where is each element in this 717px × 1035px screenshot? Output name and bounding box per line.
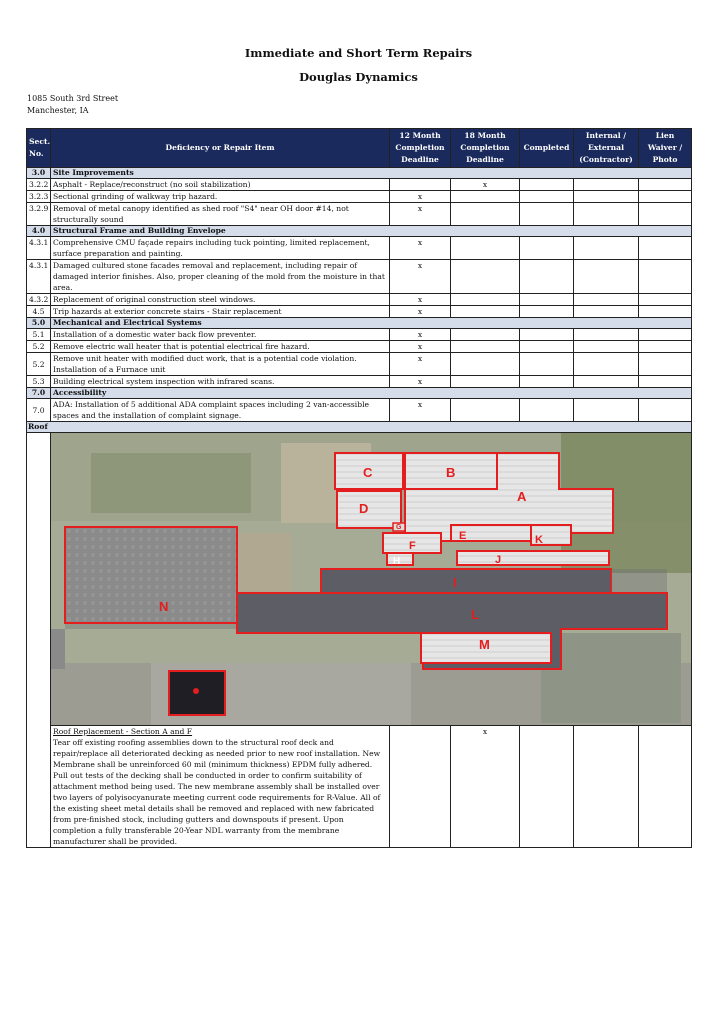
label-i: I bbox=[453, 575, 457, 590]
row-text: Replacement of original construction steel windows. bbox=[51, 294, 390, 306]
roof-18-month: x bbox=[451, 726, 520, 848]
row-completed bbox=[520, 203, 574, 226]
roof-aerial-photo bbox=[51, 433, 692, 726]
row-internal bbox=[574, 179, 639, 191]
label-c: C bbox=[363, 465, 373, 480]
row-completed bbox=[520, 237, 574, 260]
row-internal bbox=[574, 203, 639, 226]
row-number: 5.2 bbox=[27, 353, 51, 376]
row-lien bbox=[639, 203, 692, 226]
roof-section-i bbox=[321, 569, 611, 595]
row-12-month: x bbox=[390, 191, 451, 203]
row-text: Installation of a domestic water back flow preventer. bbox=[51, 329, 390, 341]
label-g: G bbox=[396, 524, 402, 531]
row-completed bbox=[520, 260, 574, 294]
row-12-month: x bbox=[390, 203, 451, 226]
row-completed bbox=[520, 329, 574, 341]
row-text: Removal of metal canopy identified as shed roof "S4" near OH door #14, not structurally sound bbox=[51, 203, 390, 226]
row-text: Trip hazards at exterior concrete stairs - Stair replacement bbox=[51, 306, 390, 318]
label-j: J bbox=[495, 554, 502, 566]
table-row bbox=[27, 260, 692, 294]
row-number: 3.2.2 bbox=[27, 179, 51, 191]
row-text: Asphalt - Replace/reconstruct (no soil stabilization) bbox=[51, 179, 390, 191]
table-row bbox=[27, 306, 692, 318]
label-n: N bbox=[159, 599, 169, 614]
row-completed bbox=[520, 353, 574, 376]
col-internal-external: Internal / External (Contractor) bbox=[574, 129, 639, 168]
row-18-month bbox=[451, 237, 520, 260]
table-row bbox=[27, 237, 692, 260]
label-e: E bbox=[459, 530, 467, 542]
table-row bbox=[27, 203, 692, 226]
row-internal bbox=[574, 341, 639, 353]
row-12-month bbox=[390, 179, 451, 191]
row-internal bbox=[574, 399, 639, 422]
section-number: 4.0 bbox=[27, 226, 51, 237]
row-12-month: x bbox=[390, 376, 451, 388]
label-d: D bbox=[359, 501, 369, 516]
table-row bbox=[27, 376, 692, 388]
col-sect: Sect. No. bbox=[27, 129, 51, 168]
row-number: 5.1 bbox=[27, 329, 51, 341]
row-18-month bbox=[451, 260, 520, 294]
row-lien bbox=[639, 399, 692, 422]
roof-note-row bbox=[27, 726, 692, 848]
row-18-month bbox=[451, 376, 520, 388]
row-lien bbox=[639, 341, 692, 353]
col-item: Deficiency or Repair Item bbox=[51, 129, 390, 168]
row-internal bbox=[574, 306, 639, 318]
col-lien-waiver: Lien Waiver / Photo bbox=[639, 129, 692, 168]
section-number: 5.0 bbox=[27, 318, 51, 329]
table-row bbox=[27, 191, 692, 203]
row-18-month bbox=[451, 294, 520, 306]
section-number: 7.0 bbox=[27, 388, 51, 399]
row-internal bbox=[574, 260, 639, 294]
row-lien bbox=[639, 353, 692, 376]
row-internal bbox=[574, 237, 639, 260]
row-12-month: x bbox=[390, 353, 451, 376]
roof-note bbox=[51, 726, 390, 848]
row-number: 4.5 bbox=[27, 306, 51, 318]
row-text: Comprehensive CMU façade repairs including tuck pointing, limited replacement, surface preparation and painting. bbox=[51, 237, 390, 260]
section-row bbox=[27, 422, 692, 433]
row-text: Remove unit heater with modified duct work, that is a potential code violation. Installation of a Furnace unit bbox=[51, 353, 390, 376]
roof-note-title: Roof Replacement - Section A and F bbox=[53, 727, 193, 736]
aerial-map bbox=[51, 433, 691, 725]
row-12-month: x bbox=[390, 260, 451, 294]
col-completed: Completed bbox=[520, 129, 574, 168]
row-18-month bbox=[451, 399, 520, 422]
table-row bbox=[27, 294, 692, 306]
row-internal bbox=[574, 329, 639, 341]
col-18-month: 18 Month Completion Deadline bbox=[451, 129, 520, 168]
row-18-month: x bbox=[451, 179, 520, 191]
row-12-month: x bbox=[390, 329, 451, 341]
row-lien bbox=[639, 260, 692, 294]
row-completed bbox=[520, 179, 574, 191]
section-title: Structural Frame and Building Envelope bbox=[51, 226, 692, 237]
row-internal bbox=[574, 376, 639, 388]
section-row bbox=[27, 226, 692, 237]
row-text: Building electrical system inspection with infrared scans. bbox=[51, 376, 390, 388]
roof-note-text: Tear off existing roofing assemblies down to the structural roof deck and repair/replace all deteriorated decking as needed prior to new roof installation. New Membrane shall be unreinforced 60 mil (minimum thickness) EPDM fully adhered. Pull out tests of the decking shall be conducted in order to confirm suitability of attachment method being used. The new membrane assembly shall be installed over two layers of polyisocyanurate meeting current code requirements for R-Value. All of the existing sheet metal details shall be removed and replaced with new fabricated from pre-finished stock, including gutters and downspouts if present. Upon completion a fully transferable 20-Year NDL warranty from the membrane manufacturer shall be provided. bbox=[53, 738, 381, 846]
row-number: 5.3 bbox=[27, 376, 51, 388]
label-f: F bbox=[409, 540, 416, 552]
table-row bbox=[27, 341, 692, 353]
address-line-2: Manchester, IA bbox=[27, 106, 89, 115]
row-12-month: x bbox=[390, 399, 451, 422]
row-number: 3.2.3 bbox=[27, 191, 51, 203]
roof-section-d bbox=[337, 491, 401, 528]
repairs-table bbox=[26, 128, 692, 848]
section-row bbox=[27, 388, 692, 399]
row-lien bbox=[639, 294, 692, 306]
row-12-month: x bbox=[390, 341, 451, 353]
label-h: H bbox=[393, 556, 401, 567]
row-internal bbox=[574, 294, 639, 306]
row-12-month: x bbox=[390, 306, 451, 318]
section-title: Accessibility bbox=[51, 388, 692, 399]
label-k: K bbox=[535, 534, 543, 546]
table-row bbox=[27, 353, 692, 376]
row-completed bbox=[520, 341, 574, 353]
row-text: Damaged cultured stone facades removal and replacement, including repair of damaged interior finishes. Also, proper cleaning of the mold from the moisture in that area. bbox=[51, 260, 390, 294]
row-18-month bbox=[451, 191, 520, 203]
section-row bbox=[27, 168, 692, 179]
label-b: B bbox=[446, 465, 456, 480]
row-18-month bbox=[451, 353, 520, 376]
row-12-month: x bbox=[390, 294, 451, 306]
company-name: Douglas Dynamics bbox=[299, 70, 418, 84]
table-row bbox=[27, 179, 692, 191]
row-number: 4.3.1 bbox=[27, 260, 51, 294]
row-completed bbox=[520, 376, 574, 388]
page-title: Immediate and Short Term Repairs bbox=[244, 46, 473, 60]
row-12-month: x bbox=[390, 237, 451, 260]
row-lien bbox=[639, 329, 692, 341]
row-text: Remove electric wall heater that is potential electrical fire hazard. bbox=[51, 341, 390, 353]
row-lien bbox=[639, 191, 692, 203]
row-number: 4.3.2 bbox=[27, 294, 51, 306]
row-18-month bbox=[451, 341, 520, 353]
col-12-month: 12 Month Completion Deadline bbox=[390, 129, 451, 168]
table-row bbox=[27, 329, 692, 341]
row-internal bbox=[574, 353, 639, 376]
row-lien bbox=[639, 179, 692, 191]
row-number: 4.3.1 bbox=[27, 237, 51, 260]
table-row bbox=[27, 399, 692, 422]
row-lien bbox=[639, 376, 692, 388]
roof-section-title: Roof bbox=[27, 422, 692, 433]
label-l: L bbox=[471, 607, 479, 622]
row-number: 5.2 bbox=[27, 341, 51, 353]
row-number: 7.0 bbox=[27, 399, 51, 422]
row-completed bbox=[520, 191, 574, 203]
section-title: Site Improvements bbox=[51, 168, 692, 179]
section-row bbox=[27, 318, 692, 329]
row-text: ADA: Installation of 5 additional ADA complaint spaces including 2 van-accessible spaces and the installation of complaint signage. bbox=[51, 399, 390, 422]
roof-photo-row bbox=[27, 433, 692, 726]
row-completed bbox=[520, 399, 574, 422]
section-number: 3.0 bbox=[27, 168, 51, 179]
roof-section-n bbox=[65, 527, 237, 623]
row-18-month bbox=[451, 329, 520, 341]
row-18-month bbox=[451, 306, 520, 318]
table-header-row bbox=[27, 129, 692, 168]
row-number: 3.2.9 bbox=[27, 203, 51, 226]
row-completed bbox=[520, 306, 574, 318]
row-lien bbox=[639, 237, 692, 260]
roof-section-j bbox=[457, 551, 609, 565]
row-18-month bbox=[451, 203, 520, 226]
row-internal bbox=[574, 191, 639, 203]
section-title: Mechanical and Electrical Systems bbox=[51, 318, 692, 329]
label-a: A bbox=[517, 489, 527, 504]
row-text: Sectional grinding of walkway trip hazard. bbox=[51, 191, 390, 203]
address-line-1: 1085 South 3rd Street bbox=[27, 94, 119, 103]
label-m: M bbox=[479, 637, 490, 652]
row-completed bbox=[520, 294, 574, 306]
row-lien bbox=[639, 306, 692, 318]
